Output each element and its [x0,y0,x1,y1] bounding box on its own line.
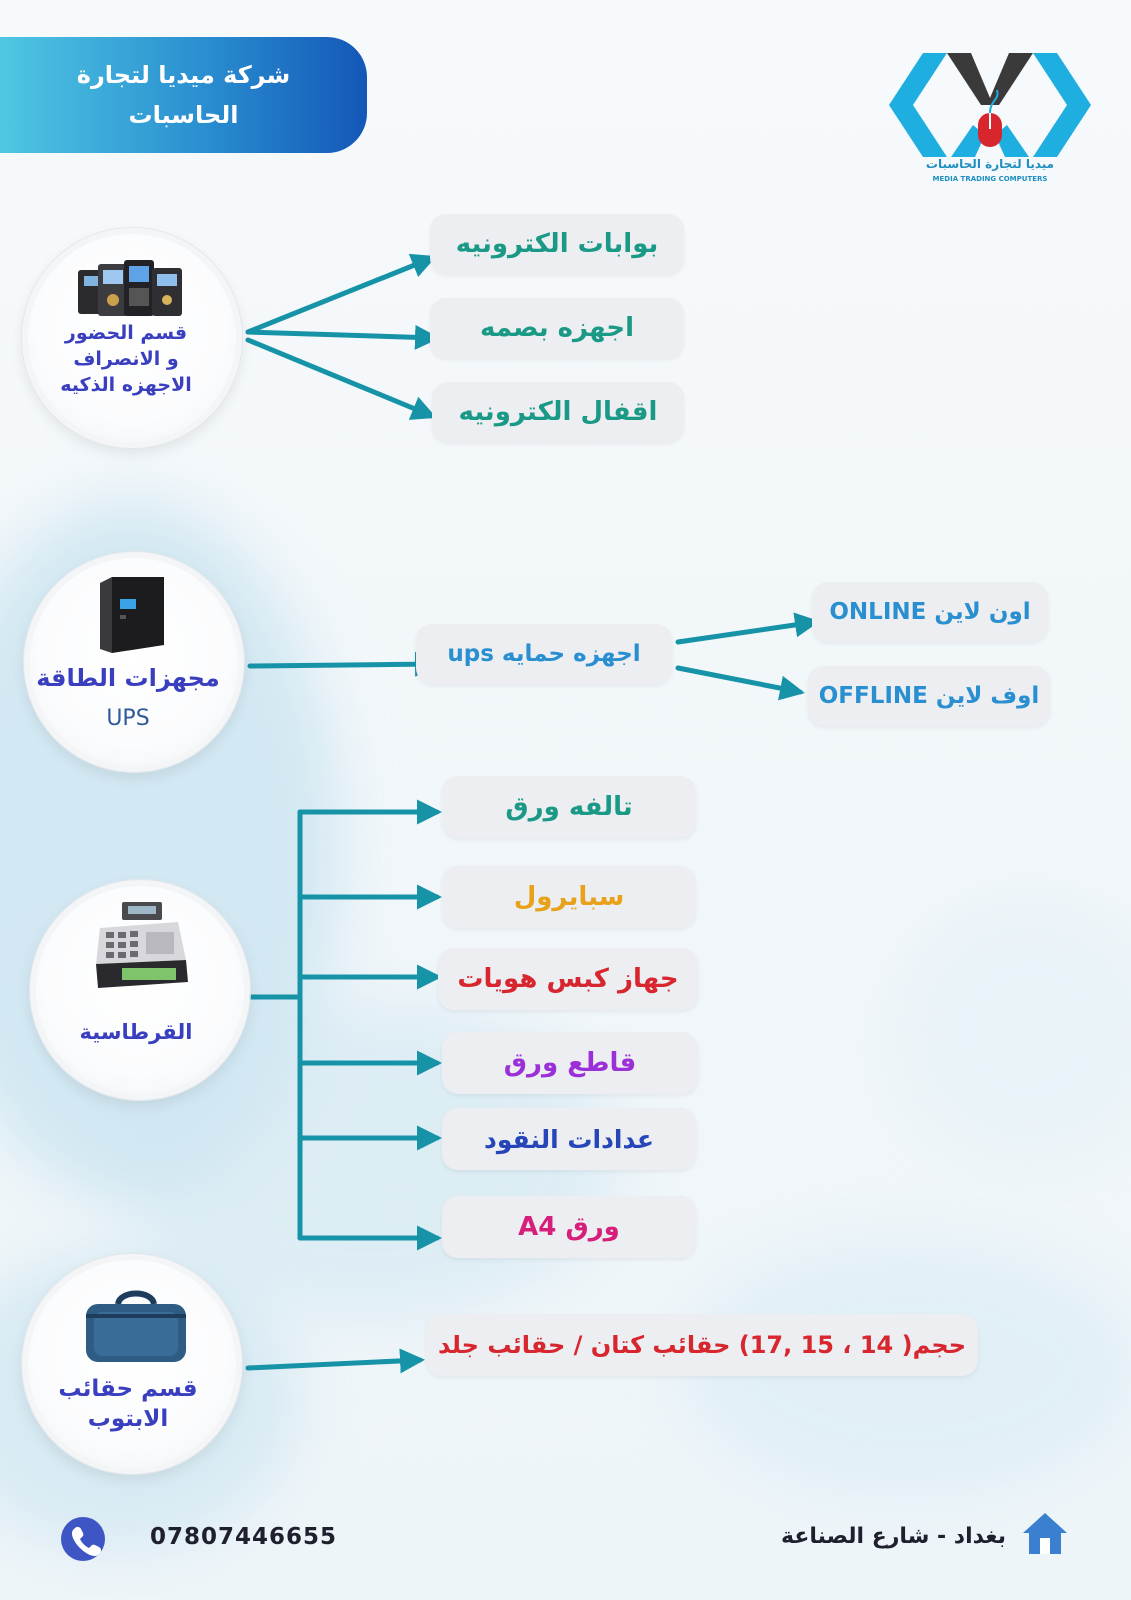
item-electronic-locks: اقفال الكترونيه [432,382,684,442]
ups-section-subtitle: UPS [106,706,150,731]
company-name-line2: الحاسبات [128,101,239,129]
attendance-label-line: الاجهزه الذكيه [60,374,192,396]
item-money-counters: عدادات النقود [442,1108,696,1170]
laptop-bag-icon [80,1286,192,1366]
bags-label-line: قسم حقائب [58,1376,198,1402]
item-spiral-binding: سبايرول [442,866,696,928]
bags-label-line: الابتوب [87,1406,169,1432]
company-name-line1: شركة ميديا لتجارة [76,61,291,89]
item-electronic-gates: بوابات الكترونيه [430,214,684,274]
item-fingerprint-devices: اجهزه بصمه [430,298,684,358]
address: بغداد - شارع الصناعة [780,1524,1006,1549]
ups-section-title: مجهزات الطاقة [36,664,220,692]
item-a4-paper: ورق A4 [442,1196,696,1258]
logo-english-text: MEDIA TRADING COMPUTERS [932,175,1048,183]
phone-number: 07807446655 [150,1524,338,1550]
item-id-laminator: جهاز كبس هويات [438,948,698,1010]
stationery-section-label: القرطاسية [79,1020,193,1044]
item-ups-online: اون لاين ONLINE [812,582,1048,642]
attendance-section-label [44,320,208,398]
attendance-label-line: و الانصراف [73,348,179,370]
home-icon [1020,1508,1070,1558]
cash-register-icon [92,898,192,994]
logo-arabic-text: ميديا لتجارة الحاسبات [925,157,1055,171]
bags-section-label [40,1374,216,1434]
item-paper-shredder: تالفه ورق [442,776,696,838]
item-laptop-bags: حجم( 14 ، 15 ,17) حقائب كتان / حقائب جلد [426,1314,978,1376]
attendance-label-line: قسم الحضور [64,322,188,344]
ups-icon [98,575,166,655]
item-ups-protection: اجهزه حمايه ups [416,624,672,684]
phone-icon [60,1516,106,1562]
fingerprint-devices-icon [76,256,186,318]
item-ups-offline: اوف لاين OFFLINE [808,666,1050,726]
item-paper-cutter: قاطع ورق [442,1032,698,1094]
